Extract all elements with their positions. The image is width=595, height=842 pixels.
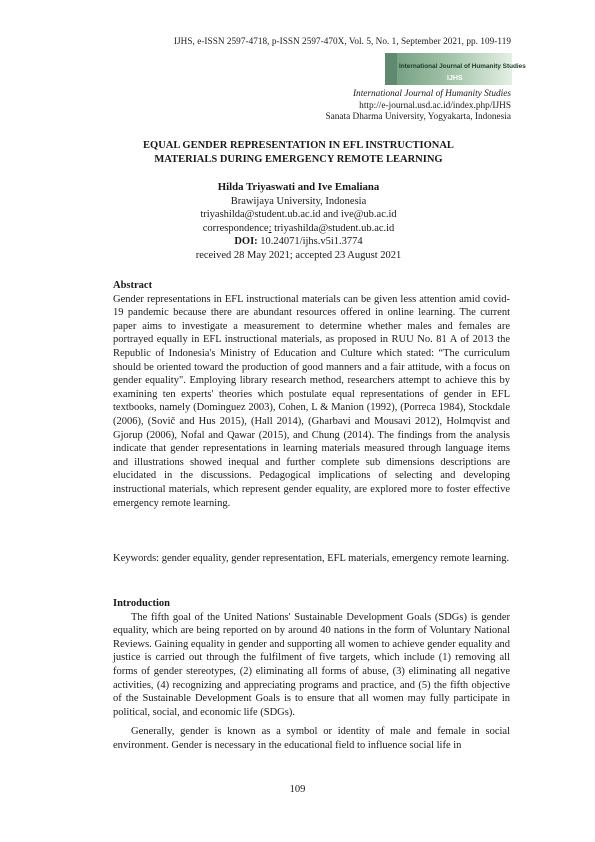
correspondence-email[interactable]: triyashilda@student.ub.ac.id <box>271 222 395 234</box>
doi-value[interactable]: 10.24071/ijhs.v5i1.3774 <box>257 236 363 248</box>
received-accepted-dates: received 28 May 2021; accepted 23 August 2021 <box>195 249 402 261</box>
journal-name: International Journal of Humanity Studies <box>352 89 511 99</box>
introduction-section <box>113 597 510 753</box>
author-emails[interactable]: triyashilda@student.ub.ac.id and ive@ub.ac.id <box>200 209 397 221</box>
journal-info <box>325 89 511 124</box>
page-number: 109 <box>289 784 306 795</box>
title-line-1: EQUAL GENDER REPRESENTATION IN EFL INSTRUCTIONAL <box>143 140 454 151</box>
journal-url[interactable]: http://e-journal.usd.ac.id/index.php/IJHS <box>359 100 511 111</box>
abstract-text: Gender representations in EFL instructional materials can be given less attention amid covid-19 pandemic because there are abundant resources offered in online learning. The current paper aims to investigate a measurement to determine whether males and females are portrayed equally in EFL instructional materials, as proposed in RUU No. 81 A of 2013 the Republic of Indonesia's Ministry of Education and Culture which stated: “The curriculum should be oriented toward the production of good manners and a fair attitude, with a focus on gender equality". Employing library research method, researchers attempt to achieve this by examining ten experts' theories which postulate equal representations of gender in EFL textbooks, namely (Dominguez 2003), Cohen, L & Manion (1992), (Porreca 1984), Stockdale (2006), (Sovič and Hus 2015), (Hall 2014), (Gharbavi and Mousavi 2012), Holmqvist and Gjorup (2006), Nofal and Qawar (2015), and Chung (2014). The findings from the analysis indicate that gender representations in learning materials measured through language items and illustrations showed inequal and further complete sub dimensions descriptions are elucidated in the discussions. Pedagogical implications of selecting and developing instructional materials, which represent gender equality, are explored more to foster effective emergency remote learning. <box>113 293 510 509</box>
abstract-heading: Abstract <box>113 280 153 291</box>
correspondence-colon: : <box>268 222 272 234</box>
correspondence-label: correspondence <box>202 222 269 234</box>
svg-text:IJHS: IJHS <box>447 75 463 82</box>
author-block <box>112 181 485 263</box>
introduction-paragraph-1: The fifth goal of the United Nations' Sustainable Development Goals (SDGs) is gender equality, which are being reported on by around 40 nations in the form of Voluntary National Reviews. Gaining equality in gender and supporting all women to achieve gender equality and justice is carried out through the fulfilment of five targets, which include (1) removing all forms of gender stereotypes, (2) eliminating all forms of abuse, (3) eliminating all negative activities, (4) recognizing and appreciating programs and practice, and (5) the fifth objective of the Sustainable Development Goals is to ensure that all women may fully participate in political, social, and economic life (SDGs). <box>113 611 510 718</box>
doi <box>112 235 485 249</box>
running-head: IJHS, e-ISSN 2597-4718, p-ISSN 2597-470X, Vol. 5, No. 1, September 2021, pp. 109-119 <box>173 36 511 46</box>
title-line-2: MATERIALS DURING EMERGENCY REMOTE LEARNING <box>154 153 443 165</box>
abstract-section <box>113 279 510 510</box>
affiliation: Brawijaya University, Indonesia <box>230 195 367 207</box>
doi-label: DOI: <box>234 236 258 248</box>
publisher: Sanata Dharma University, Yogyakarta, Indonesia <box>325 112 511 123</box>
correspondence <box>112 222 485 236</box>
authors: Hilda Triyaswati and Ive Emaliana <box>217 181 380 193</box>
journal-logo <box>385 53 526 85</box>
svg-text:International Journal of Human: International Journal of Humanity Studies <box>399 63 526 70</box>
introduction-heading: Introduction <box>113 598 170 609</box>
introduction-paragraph-2: Generally, gender is known as a symbol or identity of male and female in social environment. Gender is necessary in the educational field to influence social life in <box>113 726 510 751</box>
article-title <box>112 139 485 166</box>
keywords: Keywords: gender equality, gender representation, EFL materials, emergency remote learning. <box>113 553 510 564</box>
